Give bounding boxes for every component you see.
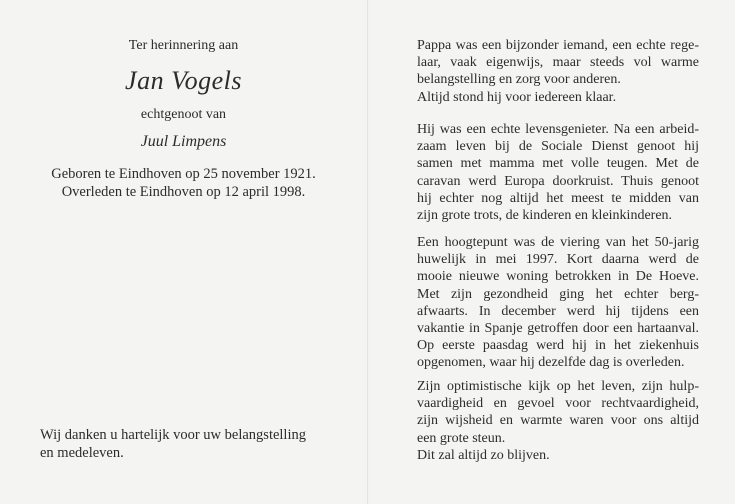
intro-text: Ter herinnering aan bbox=[128, 38, 239, 53]
text-line: huwelijk in mei 1997. Kort daarna werd de bbox=[417, 252, 699, 268]
text-line: opgenomen, waar hij dezelfde dag is overleden. bbox=[417, 355, 685, 371]
life-dates bbox=[0, 165, 367, 201]
text-line: samen met mamma met volle teugen. Met de bbox=[417, 156, 699, 172]
text-line: vaardigheid en gevoel voor rechtvaardigheid, bbox=[417, 396, 699, 412]
spouse-name: Juul Limpens bbox=[140, 133, 227, 150]
text-line: Een hoogtepunt was de viering van het 50-jarig bbox=[417, 235, 699, 250]
death-line: Overleden te Eindhoven op 12 april 1998. bbox=[61, 184, 306, 200]
text-line: een grote steun. bbox=[417, 430, 506, 446]
text-line: zaam leven bij de Sociale Dienst genoot hij bbox=[417, 139, 699, 155]
birth-line: Geboren te Eindhoven op 25 november 1921. bbox=[51, 166, 316, 182]
text-line: laar, vaak eigenwijs, maar steeds vol warme bbox=[417, 55, 699, 71]
text-line: vakantie in Spanje getroffen door een hartaanval. bbox=[417, 321, 699, 337]
text-line: Zijn optimistische kijk op het leven, zijn hulp- bbox=[417, 379, 699, 394]
text-line: Hij was een echte levensgenieter. Na een arbeid- bbox=[417, 122, 699, 137]
spouse-label: echtgenoot van bbox=[140, 107, 227, 122]
text-line: Pappa was een bijzonder iemand, een echte rege- bbox=[417, 38, 699, 53]
deceased-name: Jan Vogels bbox=[125, 66, 242, 95]
tribute-paragraph bbox=[417, 121, 699, 224]
left-panel bbox=[0, 0, 367, 504]
tribute-paragraph bbox=[417, 37, 699, 106]
text-line: Met zijn gezondheid ging het echter berg- bbox=[417, 286, 699, 302]
text-line: caravan werd Europa doorkruist. Thuis genoot bbox=[417, 173, 699, 189]
text-line: hij echter nog altijd het meest te midden van bbox=[417, 190, 699, 206]
text-line: belangstelling en zorg voor anderen. bbox=[417, 72, 621, 88]
text-line: afwaarts. In december werd hij tijdens een bbox=[417, 303, 699, 319]
text-line: zijn grote trots, de kinderen en kleinkinderen. bbox=[417, 208, 673, 224]
text-line: zijn wijsheid en warmte waren voor ons altijd bbox=[417, 413, 699, 429]
text-line: Altijd stond hij voor iedereen klaar. bbox=[417, 89, 617, 105]
right-panel bbox=[369, 0, 735, 504]
text-line: mooie nieuwe woning betrokken in De Hoeve. bbox=[417, 269, 699, 285]
text-line: Dit zal altijd zo blijven. bbox=[417, 447, 550, 463]
tribute-paragraph bbox=[417, 234, 699, 372]
tribute-paragraph bbox=[417, 378, 699, 464]
thanks-note bbox=[40, 426, 340, 462]
thanks-line: Wij danken u hartelijk voor uw belangstelling bbox=[40, 427, 306, 443]
text-line: Op eerste paasdag werd hij in het ziekenhuis bbox=[417, 338, 699, 354]
thanks-line: en medeleven. bbox=[40, 445, 124, 461]
